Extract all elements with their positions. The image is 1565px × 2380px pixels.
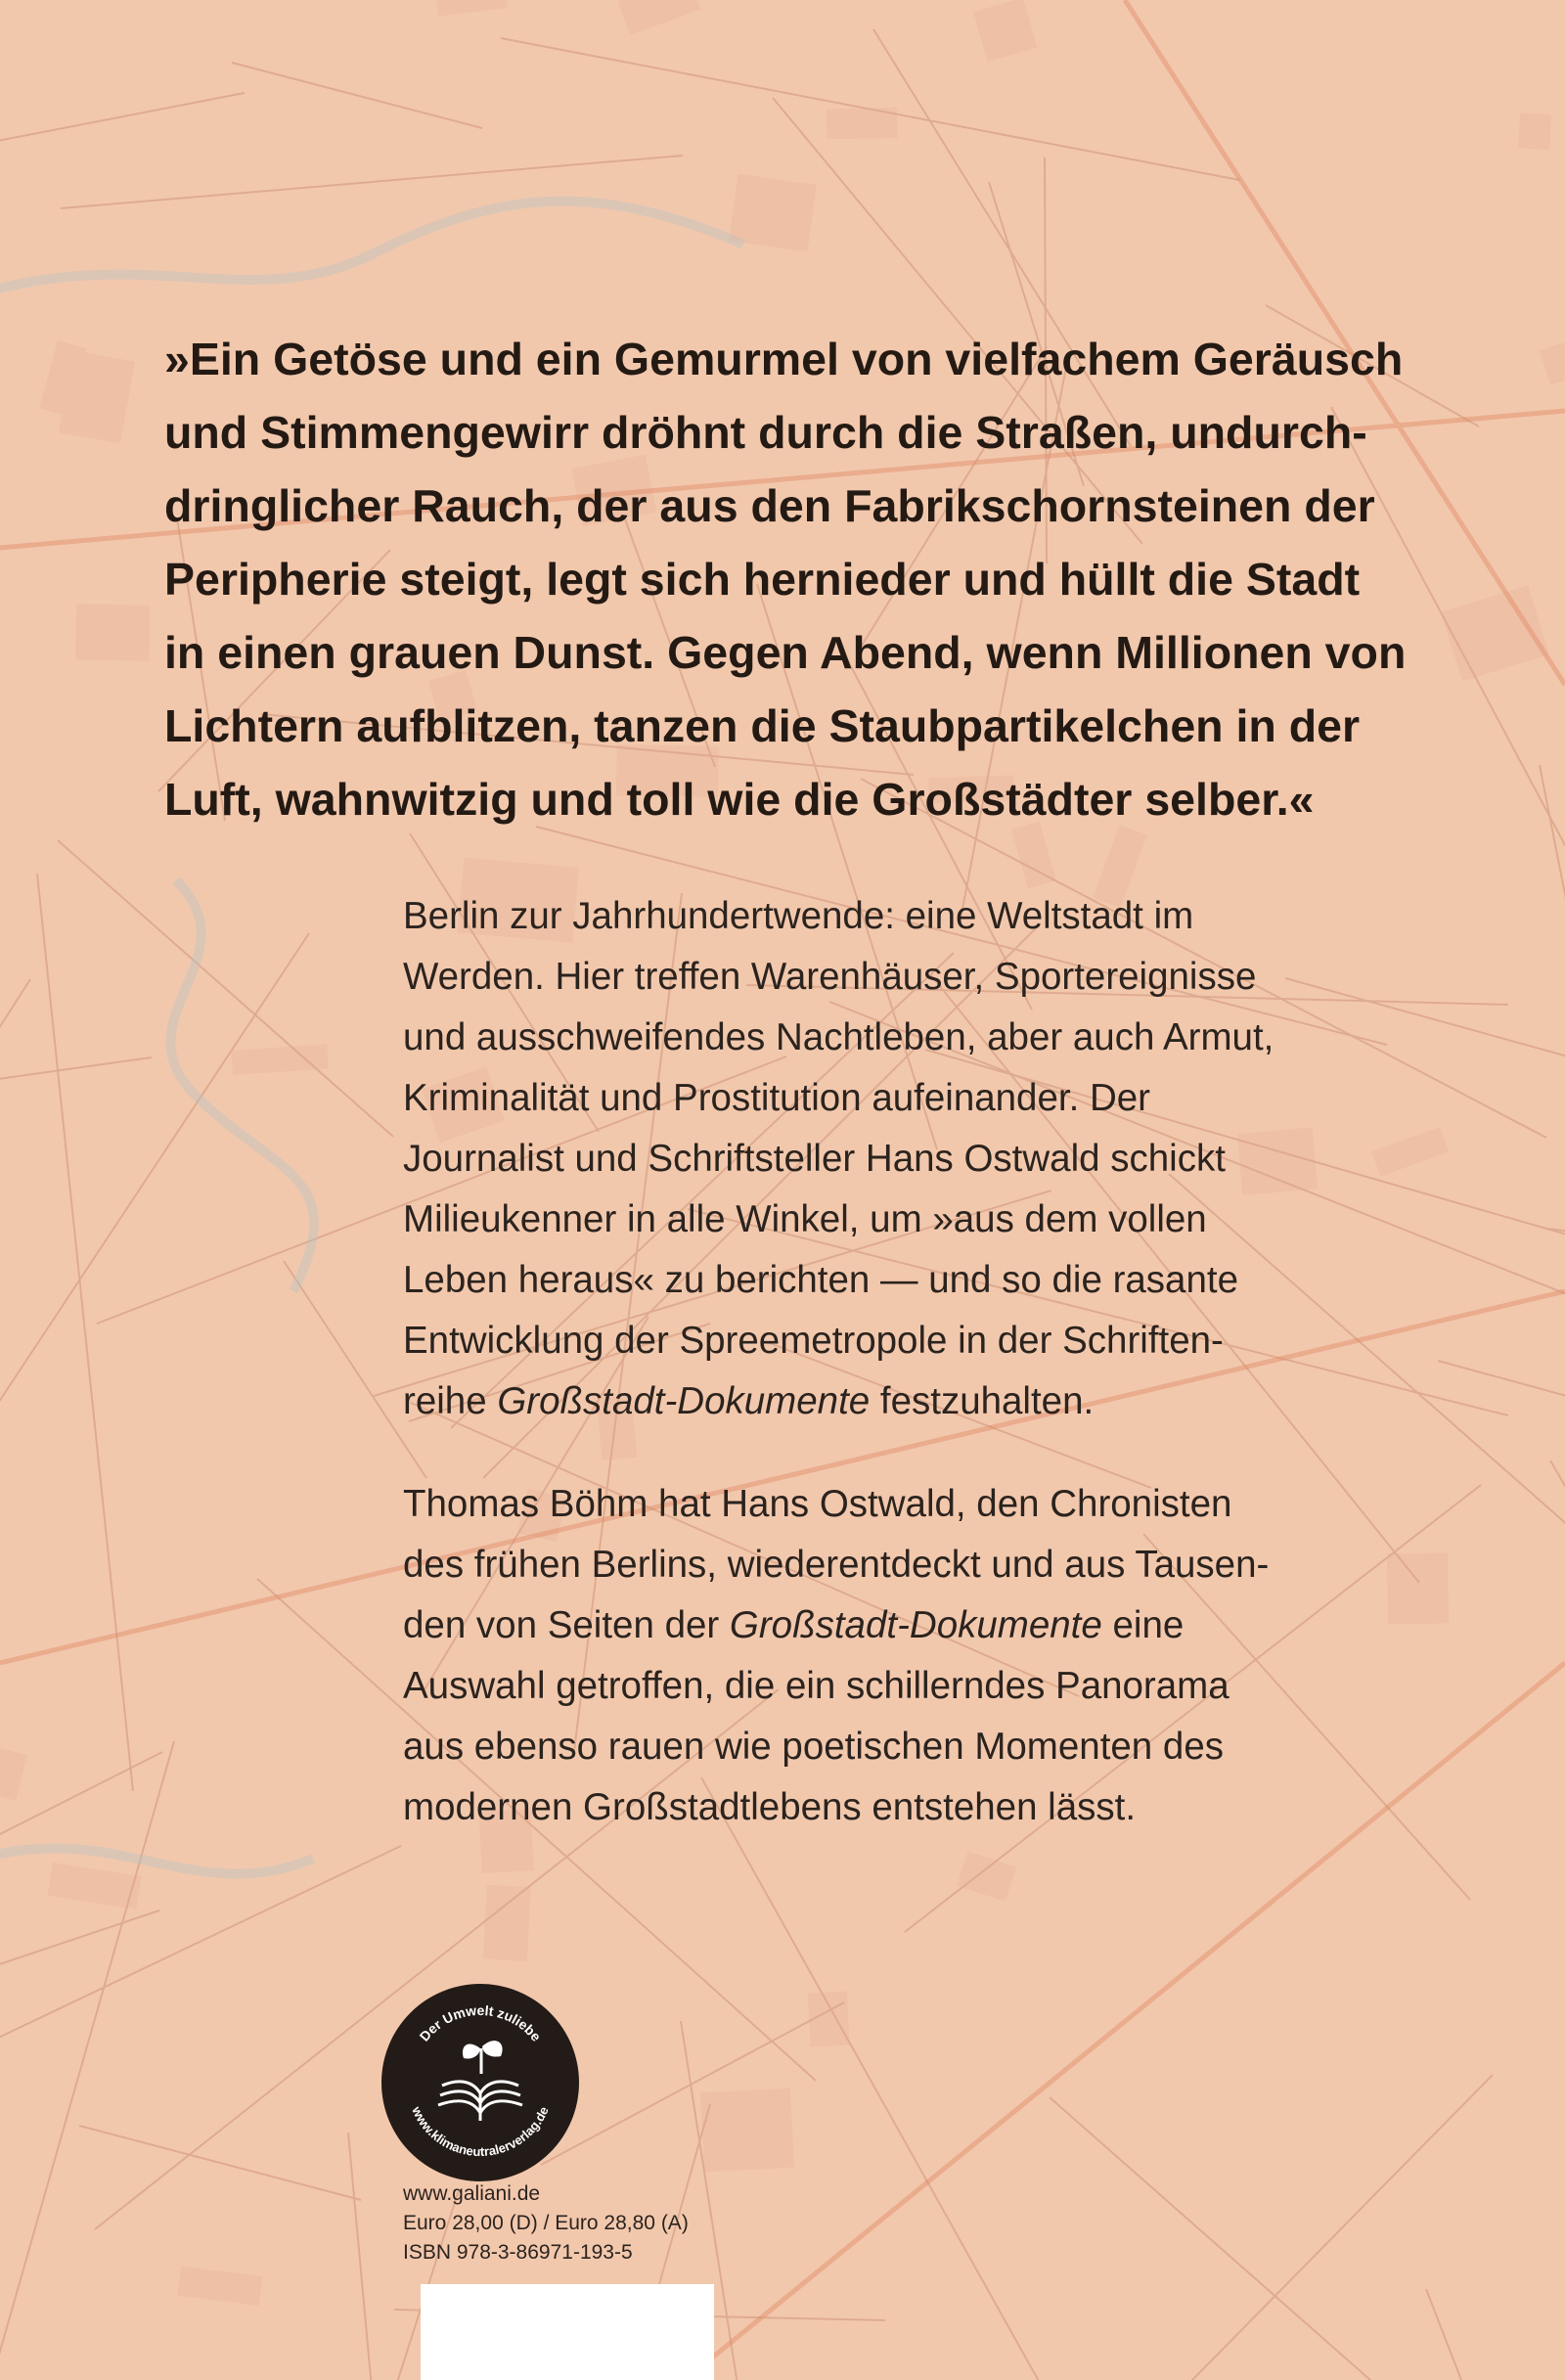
text-line: modernen Großstadtlebens entstehen lässt. (403, 1786, 1137, 1828)
quote-line: dringlicher Rauch, der aus den Fabrikschornsteinen der (164, 480, 1375, 531)
text-line: Werden. Hier treffen Warenhäuser, Sportereignisse (403, 956, 1257, 998)
text-line: Leben heraus« zu berichten — und so die rasante (403, 1259, 1238, 1301)
map-block (483, 1885, 531, 1961)
description-paragraph-1 (403, 886, 1459, 1432)
quote-line: Luft, wahnwitzig und toll wie die Großstädter selber.« (164, 774, 1315, 825)
text-line (403, 1371, 1459, 1432)
text-fragment: reihe (403, 1380, 498, 1422)
text-line: Entwicklung der Spreemetropole in der Schriften- (403, 1320, 1224, 1362)
description-paragraph-2 (403, 1474, 1459, 1838)
text-line: Milieukenner in alle Winkel, um »aus dem vollen (403, 1198, 1207, 1240)
text-fragment: eine (1101, 1604, 1185, 1646)
text-line: Journalist und Schriftsteller Hans Ostwald schickt (403, 1138, 1226, 1180)
map-block (1518, 112, 1551, 150)
quote-line: und Stimmengewirr dröhnt durch die Straßen, undurch- (164, 407, 1367, 458)
quote-line: Peripherie steigt, legt sich hernieder und hüllt die Stadt (164, 554, 1361, 605)
map-block (808, 1991, 850, 2046)
publisher-website: www.galiani.de (403, 2182, 541, 2205)
text-line (403, 1595, 1459, 1656)
barcode-area (421, 2284, 714, 2380)
badge-bottom-text: www.klimaneutralerverlag.de (409, 2104, 552, 2160)
isbn: ISBN 978-3-86971-193-5 (403, 2241, 633, 2264)
text-line: aus ebenso rauen wie poetischen Momenten des (403, 1726, 1224, 1768)
series-title: Großstadt-Dokumente (729, 1604, 1102, 1646)
text-fragment: festzuhalten. (870, 1380, 1095, 1422)
text-line: Thomas Böhm hat Hans Ostwald, den Chronisten (403, 1483, 1232, 1525)
text-line: und ausschweifendes Nachtleben, aber auch Armut, (403, 1016, 1274, 1058)
badge-top-text: Der Umwelt zuliebe (416, 2001, 545, 2044)
blurb-quote (164, 323, 1426, 836)
map-block (700, 2088, 794, 2173)
quote-line: »Ein Getöse und ein Gemurmel von vielfachem Geräusch (164, 334, 1404, 384)
open-book-icon (438, 2082, 522, 2121)
text-line: Kriminalität und Prostitution aufeinander. Der (403, 1077, 1151, 1119)
price: Euro 28,00 (D) / Euro 28,80 (A) (403, 2212, 689, 2234)
imprint (403, 2179, 689, 2268)
quote-line: in einen grauen Dunst. Gegen Abend, wenn Millionen von (164, 627, 1407, 678)
map-block (827, 108, 898, 139)
climate-neutral-badge (381, 1984, 579, 2181)
text-line: des frühen Berlins, wiederentdeckt und aus Tausen- (403, 1544, 1270, 1586)
map-block (75, 604, 150, 660)
series-title: Großstadt-Dokumente (497, 1380, 871, 1422)
svg-text:Der Umwelt zuliebe (417, 2002, 545, 2044)
leaf-icon (463, 2041, 503, 2074)
quote-line: Lichtern aufblitzen, tanzen die Staubpartikelchen in der (164, 700, 1361, 751)
text-line: Berlin zur Jahrhundertwende: eine Weltstadt im (403, 895, 1194, 937)
text-fragment: den von Seiten der (403, 1604, 730, 1646)
text-line: Auswahl getroffen, die ein schillerndes Panorama (403, 1665, 1230, 1707)
